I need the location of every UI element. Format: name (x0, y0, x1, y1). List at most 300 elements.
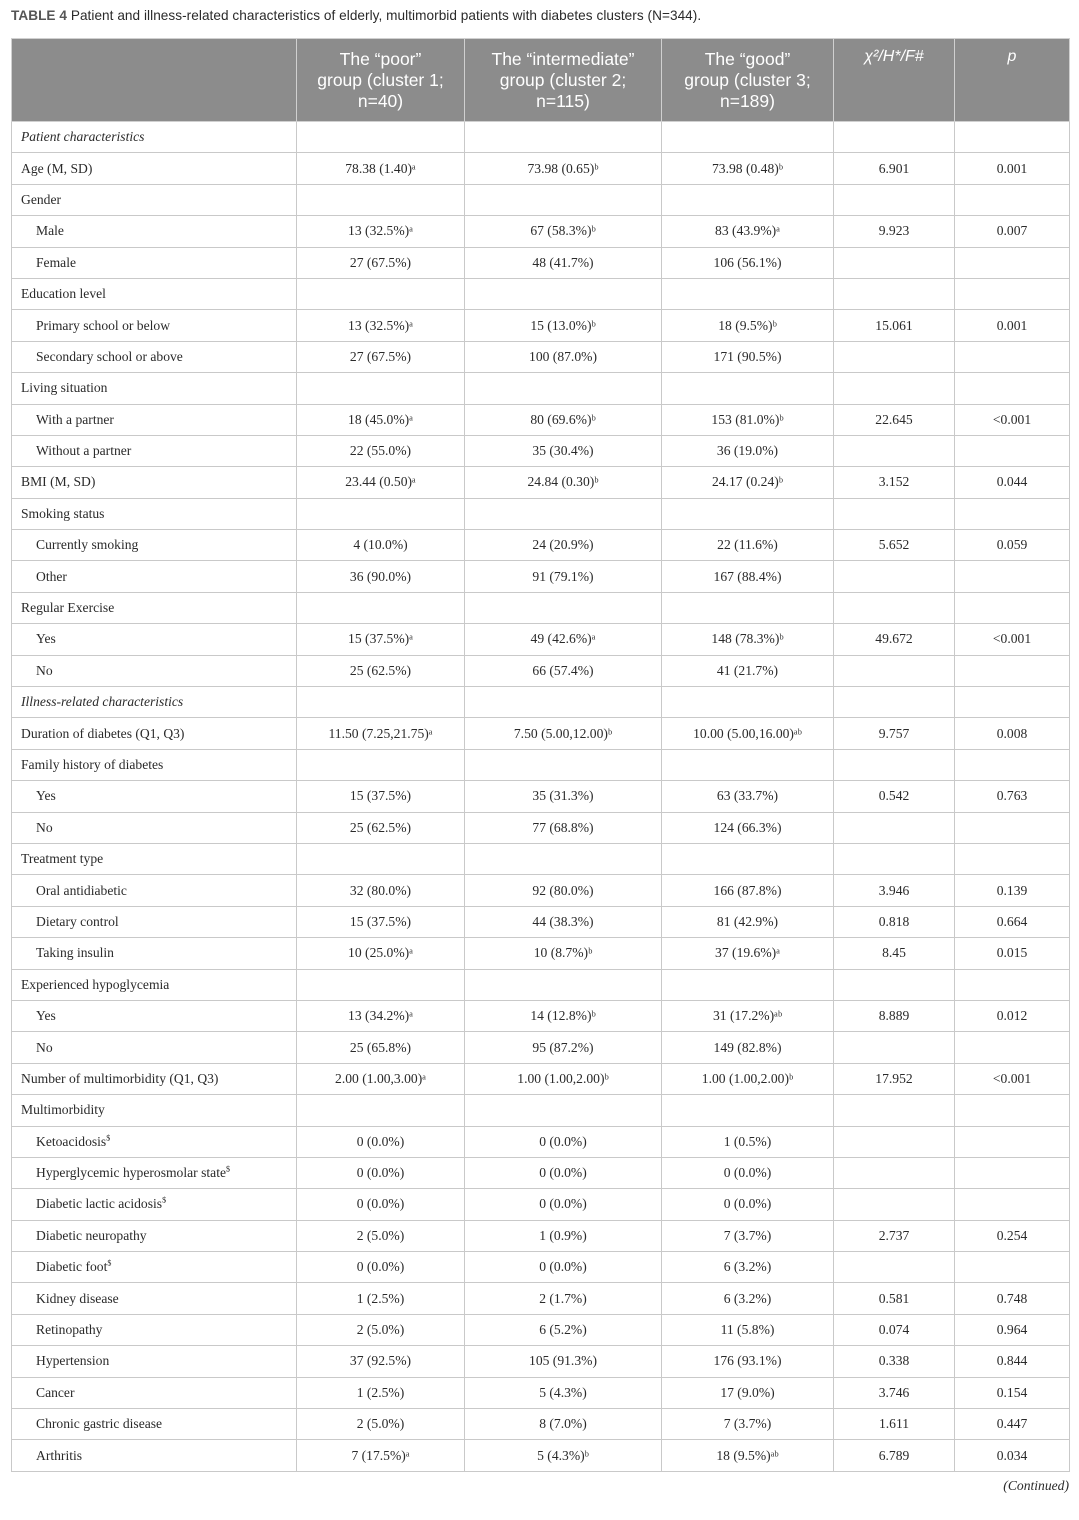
row-label: Yes (12, 781, 297, 812)
cluster-3-cell: 1 (0.5%) (662, 1126, 834, 1157)
cluster-2-cell (465, 687, 662, 718)
statistic-cell: 3.152 (834, 467, 955, 498)
p-value-cell (955, 247, 1070, 278)
cluster-2-cell (465, 969, 662, 1000)
header-cluster-2-line-2: group (cluster 2; (499, 69, 627, 90)
p-value-cell: 0.059 (955, 530, 1070, 561)
statistic-cell: 0.542 (834, 781, 955, 812)
cluster-1-cell (297, 278, 465, 309)
p-value-cell: 0.447 (955, 1409, 1070, 1440)
cluster-2-cell: 66 (57.4%) (465, 655, 662, 686)
cluster-2-cell: 91 (79.1%) (465, 561, 662, 592)
cluster-3-cell: 37 (19.6%)ᵃ (662, 938, 834, 969)
p-value-cell (955, 122, 1070, 153)
cluster-1-cell: 2 (5.0%) (297, 1409, 465, 1440)
table-row (12, 341, 1070, 372)
cluster-3-cell: 7 (3.7%) (662, 1220, 834, 1251)
cluster-1-cell: 1 (2.5%) (297, 1377, 465, 1408)
cluster-3-cell: 1.00 (1.00,2.00)ᵇ (662, 1063, 834, 1094)
cluster-3-cell: 63 (33.7%) (662, 781, 834, 812)
cluster-2-cell: 49 (42.6%)ᵃ (465, 624, 662, 655)
table-row (12, 1063, 1070, 1094)
row-label: With a partner (12, 404, 297, 435)
cluster-3-cell: 17 (9.0%) (662, 1377, 834, 1408)
cluster-3-cell: 18 (9.5%)ᵃᵇ (662, 1440, 834, 1471)
statistic-cell: 15.061 (834, 310, 955, 341)
cluster-3-cell: 176 (93.1%) (662, 1346, 834, 1377)
statistic-cell: 9.757 (834, 718, 955, 749)
statistic-cell (834, 247, 955, 278)
cluster-1-cell (297, 592, 465, 623)
table-row (12, 530, 1070, 561)
table-row (12, 310, 1070, 341)
table-row (12, 749, 1070, 780)
table-row (12, 1095, 1070, 1126)
cluster-3-cell (662, 278, 834, 309)
cluster-1-cell: 18 (45.0%)ᵃ (297, 404, 465, 435)
table-row (12, 906, 1070, 937)
cluster-2-cell: 24.84 (0.30)ᵇ (465, 467, 662, 498)
table-row (12, 718, 1070, 749)
table-row (12, 687, 1070, 718)
cluster-3-cell: 83 (43.9%)ᵃ (662, 216, 834, 247)
cluster-3-cell: 22 (11.6%) (662, 530, 834, 561)
statistic-cell (834, 687, 955, 718)
cluster-1-cell (297, 687, 465, 718)
table-row (12, 843, 1070, 874)
row-label: Hypertension (12, 1346, 297, 1377)
table-row (12, 122, 1070, 153)
cluster-3-cell (662, 1095, 834, 1126)
header-p-label: p (1007, 48, 1017, 65)
table-number: TABLE 4 (11, 8, 67, 23)
cluster-3-cell: 166 (87.8%) (662, 875, 834, 906)
p-value-cell (955, 843, 1070, 874)
header-row (12, 39, 1070, 122)
header-cluster-3 (662, 39, 834, 122)
cluster-2-cell: 6 (5.2%) (465, 1314, 662, 1345)
p-value-cell (955, 592, 1070, 623)
cluster-1-cell: 2.00 (1.00,3.00)ᵃ (297, 1063, 465, 1094)
row-label: Secondary school or above (12, 341, 297, 372)
table-row (12, 1252, 1070, 1283)
p-value-cell (955, 341, 1070, 372)
cluster-3-cell: 18 (9.5%)ᵇ (662, 310, 834, 341)
cluster-1-cell: 37 (92.5%) (297, 1346, 465, 1377)
statistic-cell (834, 122, 955, 153)
row-label: BMI (M, SD) (12, 467, 297, 498)
row-label: Primary school or below (12, 310, 297, 341)
p-value-cell: 0.254 (955, 1220, 1070, 1251)
row-label: Taking insulin (12, 938, 297, 969)
cluster-1-cell: 0 (0.0%) (297, 1126, 465, 1157)
statistic-cell (834, 278, 955, 309)
cluster-2-cell: 95 (87.2%) (465, 1032, 662, 1063)
row-label: Cancer (12, 1377, 297, 1408)
cluster-3-cell: 7 (3.7%) (662, 1409, 834, 1440)
p-value-cell (955, 435, 1070, 466)
table-row (12, 655, 1070, 686)
cluster-2-cell: 15 (13.0%)ᵇ (465, 310, 662, 341)
cluster-2-cell: 8 (7.0%) (465, 1409, 662, 1440)
cluster-2-cell: 0 (0.0%) (465, 1189, 662, 1220)
p-value-cell (955, 1126, 1070, 1157)
header-statistic (834, 39, 955, 122)
cluster-2-cell (465, 184, 662, 215)
row-label: Female (12, 247, 297, 278)
header-cluster-1-line-3: n=40) (357, 90, 404, 111)
table-row (12, 1189, 1070, 1220)
row-label: Retinopathy (12, 1314, 297, 1345)
header-statistic-label: χ²/H*/F# (864, 48, 924, 65)
cluster-2-cell (465, 278, 662, 309)
statistic-cell: 5.652 (834, 530, 955, 561)
row-label: Other (12, 561, 297, 592)
statistic-cell (834, 1126, 955, 1157)
row-label: Chronic gastric disease (12, 1409, 297, 1440)
cluster-3-cell: 167 (88.4%) (662, 561, 834, 592)
statistic-cell (834, 1032, 955, 1063)
p-value-cell: 0.001 (955, 153, 1070, 184)
cluster-2-cell: 105 (91.3%) (465, 1346, 662, 1377)
p-value-cell (955, 1252, 1070, 1283)
section-heading: Patient characteristics (12, 122, 297, 153)
statistic-cell: 8.45 (834, 938, 955, 969)
cluster-1-cell: 22 (55.0%) (297, 435, 465, 466)
table-body (12, 122, 1070, 1472)
cluster-1-cell (297, 969, 465, 1000)
p-value-cell (955, 1032, 1070, 1063)
row-label: Yes (12, 624, 297, 655)
cluster-2-cell: 24 (20.9%) (465, 530, 662, 561)
p-value-cell (955, 1189, 1070, 1220)
cluster-2-cell: 48 (41.7%) (465, 247, 662, 278)
p-value-cell: 0.007 (955, 216, 1070, 247)
cluster-2-cell: 0 (0.0%) (465, 1252, 662, 1283)
p-value-cell (955, 373, 1070, 404)
cluster-1-cell: 15 (37.5%)ᵃ (297, 624, 465, 655)
p-value-cell (955, 655, 1070, 686)
cluster-1-cell (297, 1095, 465, 1126)
cluster-1-cell: 0 (0.0%) (297, 1157, 465, 1188)
table-row (12, 153, 1070, 184)
statistic-cell (834, 184, 955, 215)
cluster-3-cell: 31 (17.2%)ᵃᵇ (662, 1000, 834, 1031)
statistic-cell (834, 498, 955, 529)
cluster-1-cell (297, 498, 465, 529)
cluster-1-cell: 25 (62.5%) (297, 812, 465, 843)
cluster-1-cell: 10 (25.0%)ᵃ (297, 938, 465, 969)
p-value-cell: 0.964 (955, 1314, 1070, 1345)
cluster-2-cell: 2 (1.7%) (465, 1283, 662, 1314)
statistic-cell: 3.946 (834, 875, 955, 906)
p-value-cell: 0.763 (955, 781, 1070, 812)
row-label: Dietary control (12, 906, 297, 937)
table-row (12, 1157, 1070, 1188)
cluster-3-cell (662, 749, 834, 780)
cluster-2-cell (465, 498, 662, 529)
statistic-cell (834, 435, 955, 466)
p-value-cell (955, 184, 1070, 215)
cluster-1-cell: 2 (5.0%) (297, 1314, 465, 1345)
row-label: Hyperglycemic hyperosmolar state$ (12, 1157, 297, 1188)
cluster-2-cell: 35 (31.3%) (465, 781, 662, 812)
cluster-2-cell: 67 (58.3%)ᵇ (465, 216, 662, 247)
row-label: Regular Exercise (12, 592, 297, 623)
header-cluster-1-line-1: The “poor” (339, 48, 422, 69)
table-row (12, 875, 1070, 906)
header-cluster-2-line-3: n=115) (536, 90, 590, 111)
table-row (12, 938, 1070, 969)
p-value-cell: 0.748 (955, 1283, 1070, 1314)
p-value-cell: 0.664 (955, 906, 1070, 937)
cluster-2-cell: 100 (87.0%) (465, 341, 662, 372)
cluster-1-cell: 27 (67.5%) (297, 247, 465, 278)
row-label: Oral antidiabetic (12, 875, 297, 906)
statistic-cell (834, 843, 955, 874)
table-row (12, 1346, 1070, 1377)
table-row (12, 969, 1070, 1000)
row-label: Without a partner (12, 435, 297, 466)
row-label: Diabetic foot$ (12, 1252, 297, 1283)
table-row (12, 781, 1070, 812)
statistic-cell: 1.611 (834, 1409, 955, 1440)
table-row (12, 278, 1070, 309)
cluster-2-cell: 44 (38.3%) (465, 906, 662, 937)
cluster-3-cell (662, 184, 834, 215)
statistic-cell (834, 1252, 955, 1283)
statistic-cell (834, 373, 955, 404)
cluster-1-cell: 1 (2.5%) (297, 1283, 465, 1314)
table-row (12, 1000, 1070, 1031)
cluster-1-cell: 32 (80.0%) (297, 875, 465, 906)
p-value-cell (955, 278, 1070, 309)
header-cluster-3-line-1: The “good” (704, 48, 791, 69)
section-heading: Illness-related characteristics (12, 687, 297, 718)
cluster-3-cell (662, 687, 834, 718)
cluster-2-cell: 0 (0.0%) (465, 1126, 662, 1157)
row-label: Living situation (12, 373, 297, 404)
statistic-cell: 0.074 (834, 1314, 955, 1345)
p-value-cell: <0.001 (955, 624, 1070, 655)
cluster-1-cell: 0 (0.0%) (297, 1252, 465, 1283)
row-label: Currently smoking (12, 530, 297, 561)
table-row (12, 1283, 1070, 1314)
statistic-cell (834, 1189, 955, 1220)
row-label: Diabetic lactic acidosis$ (12, 1189, 297, 1220)
row-label: Male (12, 216, 297, 247)
p-value-cell (955, 561, 1070, 592)
cluster-3-cell: 124 (66.3%) (662, 812, 834, 843)
cluster-1-cell: 11.50 (7.25,21.75)ᵃ (297, 718, 465, 749)
statistic-cell: 0.581 (834, 1283, 955, 1314)
cluster-3-cell: 41 (21.7%) (662, 655, 834, 686)
cluster-3-cell (662, 592, 834, 623)
table-row (12, 184, 1070, 215)
cluster-3-cell: 148 (78.3%)ᵇ (662, 624, 834, 655)
header-empty (12, 39, 297, 122)
cluster-3-cell (662, 843, 834, 874)
row-label: Education level (12, 278, 297, 309)
statistic-cell (834, 1157, 955, 1188)
cluster-2-cell (465, 373, 662, 404)
p-value-cell (955, 812, 1070, 843)
p-value-cell: 0.844 (955, 1346, 1070, 1377)
row-label: Ketoacidosis$ (12, 1126, 297, 1157)
statistic-cell: 6.789 (834, 1440, 955, 1471)
cluster-1-cell: 7 (17.5%)ᵃ (297, 1440, 465, 1471)
cluster-3-cell: 106 (56.1%) (662, 247, 834, 278)
p-value-cell (955, 1157, 1070, 1188)
cluster-3-cell (662, 498, 834, 529)
data-table (11, 38, 1070, 1472)
statistic-cell (834, 592, 955, 623)
table-row (12, 435, 1070, 466)
cluster-1-cell: 25 (62.5%) (297, 655, 465, 686)
table-row (12, 812, 1070, 843)
row-label: Multimorbidity (12, 1095, 297, 1126)
statistic-cell (834, 812, 955, 843)
cluster-2-cell (465, 122, 662, 153)
cluster-1-cell: 13 (34.2%)ᵃ (297, 1000, 465, 1031)
header-cluster-1-line-2: group (cluster 1; (317, 69, 444, 90)
cluster-2-cell: 73.98 (0.65)ᵇ (465, 153, 662, 184)
statistic-cell (834, 561, 955, 592)
cluster-3-cell: 149 (82.8%) (662, 1032, 834, 1063)
cluster-1-cell (297, 373, 465, 404)
header-cluster-1 (297, 39, 465, 122)
cluster-2-cell: 92 (80.0%) (465, 875, 662, 906)
cluster-3-cell: 73.98 (0.48)ᵇ (662, 153, 834, 184)
row-label: Yes (12, 1000, 297, 1031)
statistic-cell (834, 969, 955, 1000)
p-value-cell (955, 1095, 1070, 1126)
row-label: Treatment type (12, 843, 297, 874)
row-label: No (12, 655, 297, 686)
cluster-3-cell: 153 (81.0%)ᵇ (662, 404, 834, 435)
table-row (12, 592, 1070, 623)
p-value-cell: 0.015 (955, 938, 1070, 969)
table-row (12, 1377, 1070, 1408)
statistic-cell: 8.889 (834, 1000, 955, 1031)
statistic-cell: 49.672 (834, 624, 955, 655)
row-label: Number of multimorbidity (Q1, Q3) (12, 1063, 297, 1094)
statistic-cell: 22.645 (834, 404, 955, 435)
statistic-cell: 2.737 (834, 1220, 955, 1251)
cluster-3-cell: 11 (5.8%) (662, 1314, 834, 1345)
cluster-2-cell: 80 (69.6%)ᵇ (465, 404, 662, 435)
cluster-1-cell (297, 184, 465, 215)
cluster-1-cell: 0 (0.0%) (297, 1189, 465, 1220)
cluster-3-cell: 6 (3.2%) (662, 1283, 834, 1314)
cluster-1-cell: 27 (67.5%) (297, 341, 465, 372)
row-label: Kidney disease (12, 1283, 297, 1314)
table-row (12, 1220, 1070, 1251)
cluster-3-cell (662, 969, 834, 1000)
cluster-2-cell (465, 749, 662, 780)
cluster-2-cell: 0 (0.0%) (465, 1157, 662, 1188)
statistic-cell (834, 341, 955, 372)
p-value-cell: 0.034 (955, 1440, 1070, 1471)
statistic-cell: 0.818 (834, 906, 955, 937)
row-label: Diabetic neuropathy (12, 1220, 297, 1251)
cluster-3-cell: 24.17 (0.24)ᵇ (662, 467, 834, 498)
cluster-2-cell (465, 592, 662, 623)
cluster-3-cell (662, 373, 834, 404)
row-label: Duration of diabetes (Q1, Q3) (12, 718, 297, 749)
row-label: Arthritis (12, 1440, 297, 1471)
cluster-1-cell: 2 (5.0%) (297, 1220, 465, 1251)
cluster-3-cell: 10.00 (5.00,16.00)ᵃᵇ (662, 718, 834, 749)
cluster-1-cell: 25 (65.8%) (297, 1032, 465, 1063)
table-row (12, 561, 1070, 592)
cluster-3-cell: 81 (42.9%) (662, 906, 834, 937)
row-label: Experienced hypoglycemia (12, 969, 297, 1000)
cluster-2-cell (465, 843, 662, 874)
p-value-cell: <0.001 (955, 404, 1070, 435)
cluster-1-cell: 23.44 (0.50)ᵃ (297, 467, 465, 498)
cluster-2-cell: 7.50 (5.00,12.00)ᵇ (465, 718, 662, 749)
table-row (12, 404, 1070, 435)
row-label: Age (M, SD) (12, 153, 297, 184)
table-row (12, 498, 1070, 529)
table-row (12, 467, 1070, 498)
header-cluster-3-line-3: n=189) (720, 90, 775, 111)
p-value-cell (955, 687, 1070, 718)
cluster-1-cell: 15 (37.5%) (297, 906, 465, 937)
p-value-cell (955, 749, 1070, 780)
cluster-3-cell: 171 (90.5%) (662, 341, 834, 372)
statistic-cell: 6.901 (834, 153, 955, 184)
row-label: No (12, 1032, 297, 1063)
header-cluster-3-line-2: group (cluster 3; (684, 69, 811, 90)
p-value-cell: 0.012 (955, 1000, 1070, 1031)
cluster-1-cell (297, 122, 465, 153)
table-row (12, 247, 1070, 278)
p-value-cell: 0.139 (955, 875, 1070, 906)
cluster-3-cell: 6 (3.2%) (662, 1252, 834, 1283)
cluster-1-cell: 78.38 (1.40)ᵃ (297, 153, 465, 184)
p-value-cell: 0.154 (955, 1377, 1070, 1408)
p-value-cell: <0.001 (955, 1063, 1070, 1094)
table-row (12, 1409, 1070, 1440)
cluster-2-cell: 5 (4.3%)ᵇ (465, 1440, 662, 1471)
p-value-cell: 0.008 (955, 718, 1070, 749)
p-value-cell: 0.001 (955, 310, 1070, 341)
cluster-3-cell: 36 (19.0%) (662, 435, 834, 466)
table-row (12, 1314, 1070, 1345)
cluster-1-cell (297, 749, 465, 780)
statistic-cell (834, 749, 955, 780)
table-row (12, 624, 1070, 655)
cluster-1-cell (297, 843, 465, 874)
cluster-2-cell: 1 (0.9%) (465, 1220, 662, 1251)
cluster-2-cell: 5 (4.3%) (465, 1377, 662, 1408)
cluster-2-cell (465, 1095, 662, 1126)
statistic-cell: 17.952 (834, 1063, 955, 1094)
cluster-3-cell: 0 (0.0%) (662, 1189, 834, 1220)
statistic-cell: 9.923 (834, 216, 955, 247)
header-cluster-2 (465, 39, 662, 122)
cluster-1-cell: 13 (32.5%)ᵃ (297, 310, 465, 341)
statistic-cell (834, 1095, 955, 1126)
row-label: Family history of diabetes (12, 749, 297, 780)
p-value-cell (955, 498, 1070, 529)
table-row (12, 1126, 1070, 1157)
cluster-1-cell: 4 (10.0%) (297, 530, 465, 561)
cluster-3-cell: 0 (0.0%) (662, 1157, 834, 1188)
table-row (12, 216, 1070, 247)
